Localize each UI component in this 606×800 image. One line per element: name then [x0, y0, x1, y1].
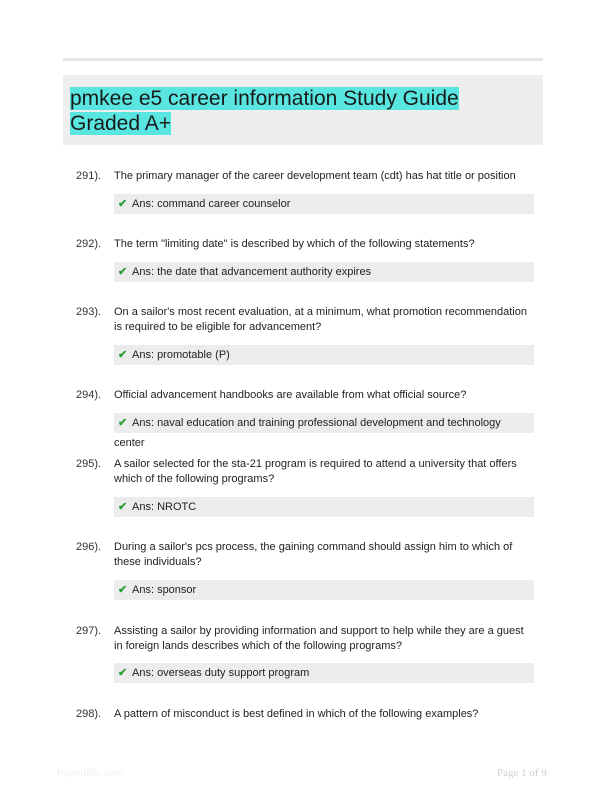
answer-text: Ans: promotable (P) [132, 349, 230, 361]
answer-box [114, 194, 534, 214]
question-number: 294). [76, 389, 102, 401]
answer-text: Ans: sponsor [132, 584, 197, 596]
question-number: 298). [76, 708, 102, 720]
question-text: Assisting a sailor by providing information and support to help while they are a guest in foreign lands describes which of the following programs? [114, 625, 524, 652]
answer-box [114, 580, 534, 600]
check-icon: ✔ [118, 349, 128, 361]
answer-box [114, 262, 534, 282]
page-title [70, 86, 459, 136]
answer-box [114, 345, 534, 365]
question-number: 292). [76, 238, 102, 250]
answer-box [114, 497, 534, 517]
question-number: 291). [76, 170, 102, 182]
check-icon: ✔ [118, 667, 128, 679]
answer-box [114, 663, 534, 683]
question-text: During a sailor's pcs process, the gaining command should assign him to which of these individuals? [114, 541, 513, 568]
question-text: Official advancement handbooks are available from what official source? [114, 389, 467, 401]
answer-box [114, 413, 534, 449]
check-icon: ✔ [118, 584, 128, 596]
title-line-2: Graded A+ [70, 112, 171, 135]
question-number: 296). [76, 541, 102, 553]
page-indicator: Page 1 of 9 [497, 767, 547, 779]
question-number: 295). [76, 458, 102, 470]
answer-text: Ans: overseas duty support program [132, 667, 310, 679]
answer-text: Ans: NROTC [132, 501, 197, 513]
question-number: 297). [76, 625, 102, 637]
check-icon: ✔ [118, 266, 128, 278]
question-text: On a sailor's most recent evaluation, at a minimum, what promotion recommendation is required to be eligible for advancement? [114, 306, 527, 333]
answer-text: Ans: naval education and training professional development and technology center [114, 417, 501, 449]
footer-watermark: Papertiftic.com [57, 768, 124, 779]
check-icon: ✔ [118, 417, 128, 429]
check-icon: ✔ [118, 198, 128, 210]
answer-text: Ans: the date that advancement authority expires [132, 266, 372, 278]
question-text: A sailor selected for the sta-21 program is required to attend a university that offers which of the following programs? [114, 458, 517, 485]
check-icon: ✔ [118, 501, 128, 513]
title-line-1: pmkee e5 career information Study Guide [70, 87, 459, 110]
answer-text: Ans: command career counselor [132, 198, 291, 210]
question-text: The term "limiting date" is described by which of the following statements? [114, 238, 475, 250]
question-text: A pattern of misconduct is best defined in which of the following examples? [114, 708, 479, 720]
question-text: The primary manager of the career development team (cdt) has hat title or position [114, 170, 516, 182]
top-divider [63, 58, 543, 61]
question-number: 293). [76, 306, 102, 318]
